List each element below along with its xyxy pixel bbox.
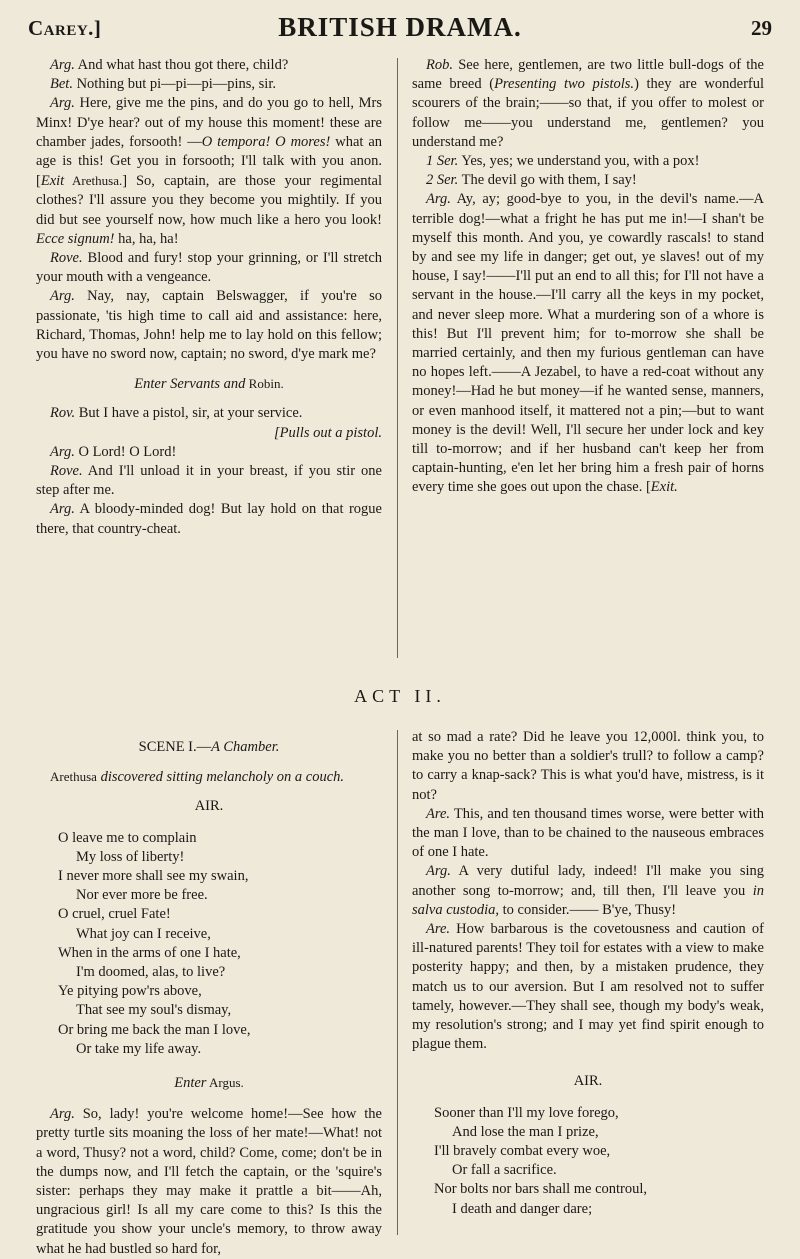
speech-text: Ay, ay; good-bye to you, in the devil's name.—A terrible dog!—what a fright he has put me in!—I shan't be myself this month. And you, ye cowardly rascals! to stand by and see my life in danger; get out, ye slaves! out of my house, I say!——I'll put an end to all this; for I'll not have a servant in the house.—I'll carry all the keys in my pocket, and never sleep more. What a murdering son of a whore is this! But I'll prevent him; for to-morrow she shall be married certainly, and then my furious gentleman can have no hopes left.——A Jezabel, to have a red-coat without any money!—Had he but money—if he wanted sense, manners, or even manhood itself, it mattered not a pin;—but to want money is the devil! Well, I'll secure her under lock and key till to-morrow; and if her husband can't keep her from captain-hunting, e'en let her bring him a fresh pair of horns every time she goes out upon the chase. [ xyxy=(412,191,764,496)
verse-line: I never more shall see my swain, xyxy=(58,868,249,885)
speech-text: Nay, nay, captain Belswagger, if you're so passionate, 'tis high time to call aid and assistance: here, Richard, Thomas, John! help me to lay hold on this fellow; you have no sword now, captain; no sword, d'ye mark me? xyxy=(36,288,382,363)
latin-phrase: in salva custodia, xyxy=(412,882,764,918)
verse-line: Or take my life away. xyxy=(76,1040,202,1057)
scene-location: A Chamber. xyxy=(211,739,280,755)
speech-text: Blood and fury! stop your grinning, or I'll stretch your mouth with a vengeance. xyxy=(36,250,382,286)
speech xyxy=(36,1105,382,1259)
speech xyxy=(412,171,764,190)
speaker: Are. xyxy=(426,921,451,938)
speech xyxy=(36,94,382,249)
speech-continued: at so mad a rate? Did he leave you 12,000l. think you, to make you no better than a soldier's trull? to follow a camp? to carry a knap-sack? This is what you'd have, mistress, is it not? xyxy=(412,729,764,803)
scene-heading xyxy=(36,738,382,757)
speaker: Rove. xyxy=(50,250,83,267)
column-top-right xyxy=(412,56,764,498)
speech xyxy=(36,75,382,94)
speech-text: And what hast thou got there, child? xyxy=(74,57,289,73)
stage-direction: Exit. xyxy=(650,479,678,496)
speech-text: But I have a pistol, sir, at your service. xyxy=(75,405,303,422)
speech-text: A very dutiful lady, indeed! I'll make you sing another song to-morrow; and, till then, I'll leave you xyxy=(412,863,764,899)
speech-text: So, lady! you're welcome home!—See how the pretty turtle sits moaning the loss of her mate!—What! not a word, Thusy? not a word, child? Come, come; don't be in the dumps now, and I'll fetch the captain, or the 'squire's sister: perhaps they may make it prattle a bit——Ah, ungracious girl! Is all my care come to this? Is this the gratitude you show your uncle's memory, to throw away what he had bustled so hard for, xyxy=(36,1106,382,1257)
speaker: Bet. xyxy=(50,76,73,93)
speech xyxy=(412,56,764,152)
speaker: Rob. xyxy=(426,57,453,73)
verse-line: I'll bravely combat every woe, xyxy=(434,1143,611,1160)
speech xyxy=(36,462,382,500)
speech-text: See here, gentlemen, are two little bull-dogs of the same breed ( xyxy=(412,57,764,93)
character-name: Arethusa. xyxy=(64,173,123,189)
speech xyxy=(412,920,764,1054)
verse-line: Or bring me back the man I love, xyxy=(58,1021,251,1038)
stage-direction xyxy=(36,374,382,394)
speaker: 2 Ser. xyxy=(426,172,459,189)
speech xyxy=(36,56,382,75)
speaker: Arg. xyxy=(50,501,75,518)
air-heading: AIR. xyxy=(573,1073,603,1090)
speech xyxy=(36,249,382,287)
speaker: 1 Ser. xyxy=(426,153,459,170)
book-title-running-head: BRITISH DRAMA. xyxy=(278,12,522,42)
latin-phrase: O tempora! O mores! xyxy=(201,133,331,150)
column-bottom-left xyxy=(36,728,382,1259)
verse-line: Or fall a sacrifice. xyxy=(452,1162,557,1179)
verse-line: Nor ever more be free. xyxy=(76,887,208,904)
speaker: Arg. xyxy=(50,57,75,73)
character-name: Arethusa xyxy=(50,769,97,785)
speaker: Arg. xyxy=(50,1106,75,1123)
latin-phrase: Ecce signum! xyxy=(36,230,115,247)
speaker: Arg. xyxy=(426,863,451,880)
running-head xyxy=(28,8,772,48)
stage-direction: Presenting two pistols. xyxy=(494,76,635,93)
verse-line: O leave me to complain xyxy=(58,829,197,846)
speech-text: ) they are wonderful scourers of the brain;——so that, if you offer to molest or follow me——you understand me, gentlemen? you understand me? xyxy=(412,76,765,150)
speech xyxy=(412,862,764,920)
verse-line: O cruel, cruel Fate! xyxy=(58,906,171,923)
verse-line: I'm doomed, alas, to live? xyxy=(76,964,226,981)
speech-text: Yes, yes; we understand you, with a pox! xyxy=(458,153,700,170)
stage-direction-text: Enter xyxy=(174,1075,207,1092)
speaker: Arg. xyxy=(50,443,75,460)
speech-text: Here, give me the pins, and do you go to hell, Mrs Minx! D'ye hear? out of my house this moment! these are chamber jades, forsooth! — xyxy=(36,95,382,150)
character-name: Argus. xyxy=(206,1075,244,1091)
verse-line: And lose the man I prize, xyxy=(452,1123,599,1140)
verse-line: Ye pitying pow'rs above, xyxy=(58,983,202,1000)
air-heading: AIR. xyxy=(194,798,224,815)
scene-number: SCENE I.— xyxy=(138,739,212,755)
speech xyxy=(412,805,764,863)
speech-text: This, and ten thousand times worse, were better with the man I love, than to be chained to the nauseous embraces of one I hate. xyxy=(412,805,764,861)
column-divider-bottom xyxy=(397,730,398,1235)
stage-direction xyxy=(36,424,382,443)
speech-text: How barbarous is the covetousness and caution of ill-natured parents! They toil for estates with a view to make posterity happy; and then, by a mistaken prudence, they match us to our aversion. But I am resolved not to suffer tamely, however.—They shall see, though my body's weak, my resolution's strong; and I may yet find spirit enough to plague them. xyxy=(412,921,764,1053)
page-number: 29 xyxy=(751,16,772,40)
author-running-head: Carey.] xyxy=(28,16,102,40)
speaker: Arg. xyxy=(50,288,75,305)
verse-line: That see my soul's dismay, xyxy=(76,1002,232,1019)
column-bottom-right xyxy=(412,728,764,1219)
column-divider-top xyxy=(397,58,398,658)
speech xyxy=(412,190,764,497)
stage-direction-text: [Pulls out a pistol. xyxy=(274,424,382,441)
speech xyxy=(412,152,764,171)
speech-text: what an age is this! Get you in forsooth; I'll talk with you anon. [ xyxy=(36,133,383,190)
speech-text: O Lord! O Lord! xyxy=(74,443,177,460)
stage-direction: Exit xyxy=(40,173,65,190)
speech-text: Nothing but pi—pi—pi—pins, sir. xyxy=(72,76,276,93)
speaker: Arg. xyxy=(426,191,451,208)
act-heading: ACT II. xyxy=(354,686,446,706)
speech-text: And I'll unload it in your breast, if you stir one step after me. xyxy=(36,463,382,499)
speech-text: A bloody-minded dog! But lay hold on that rogue there, that country-cheat. xyxy=(36,501,382,537)
speaker: Arg. xyxy=(50,95,75,112)
speech-text: ha, ha, ha! xyxy=(114,230,179,247)
verse-line: Nor bolts nor bars shall me controul, xyxy=(434,1181,648,1198)
stage-direction xyxy=(36,767,382,787)
character-name: Robin. xyxy=(245,376,284,392)
speaker: Are. xyxy=(426,805,451,822)
verse-line: Sooner than I'll my love forego, xyxy=(434,1104,619,1121)
stage-direction-text: Enter Servants and xyxy=(134,376,246,393)
speaker: Rove. xyxy=(50,463,83,480)
speech-text: ] So, captain, are those your regimental clothes? I'll assure you they become you mightily. If you did but see yourself now, how much like a hero you look! xyxy=(36,173,382,228)
verse-line: What joy can I receive, xyxy=(76,925,211,942)
speaker: Rov. xyxy=(50,405,76,422)
verse-line: My loss of liberty! xyxy=(76,848,185,865)
speech-text: to consider.—— B'ye, Thusy! xyxy=(499,901,677,918)
stage-direction-text: discovered sitting melancholy on a couch. xyxy=(96,769,345,786)
verse-line: When in the arms of one I hate, xyxy=(58,944,241,961)
verse-line: I death and danger dare; xyxy=(452,1200,593,1217)
speech xyxy=(36,443,382,462)
speech xyxy=(36,404,382,423)
speech xyxy=(36,500,382,538)
column-top-left xyxy=(36,56,382,539)
speech-text: The devil go with them, I say! xyxy=(458,172,637,189)
stage-direction xyxy=(36,1073,382,1093)
speech xyxy=(36,287,382,364)
